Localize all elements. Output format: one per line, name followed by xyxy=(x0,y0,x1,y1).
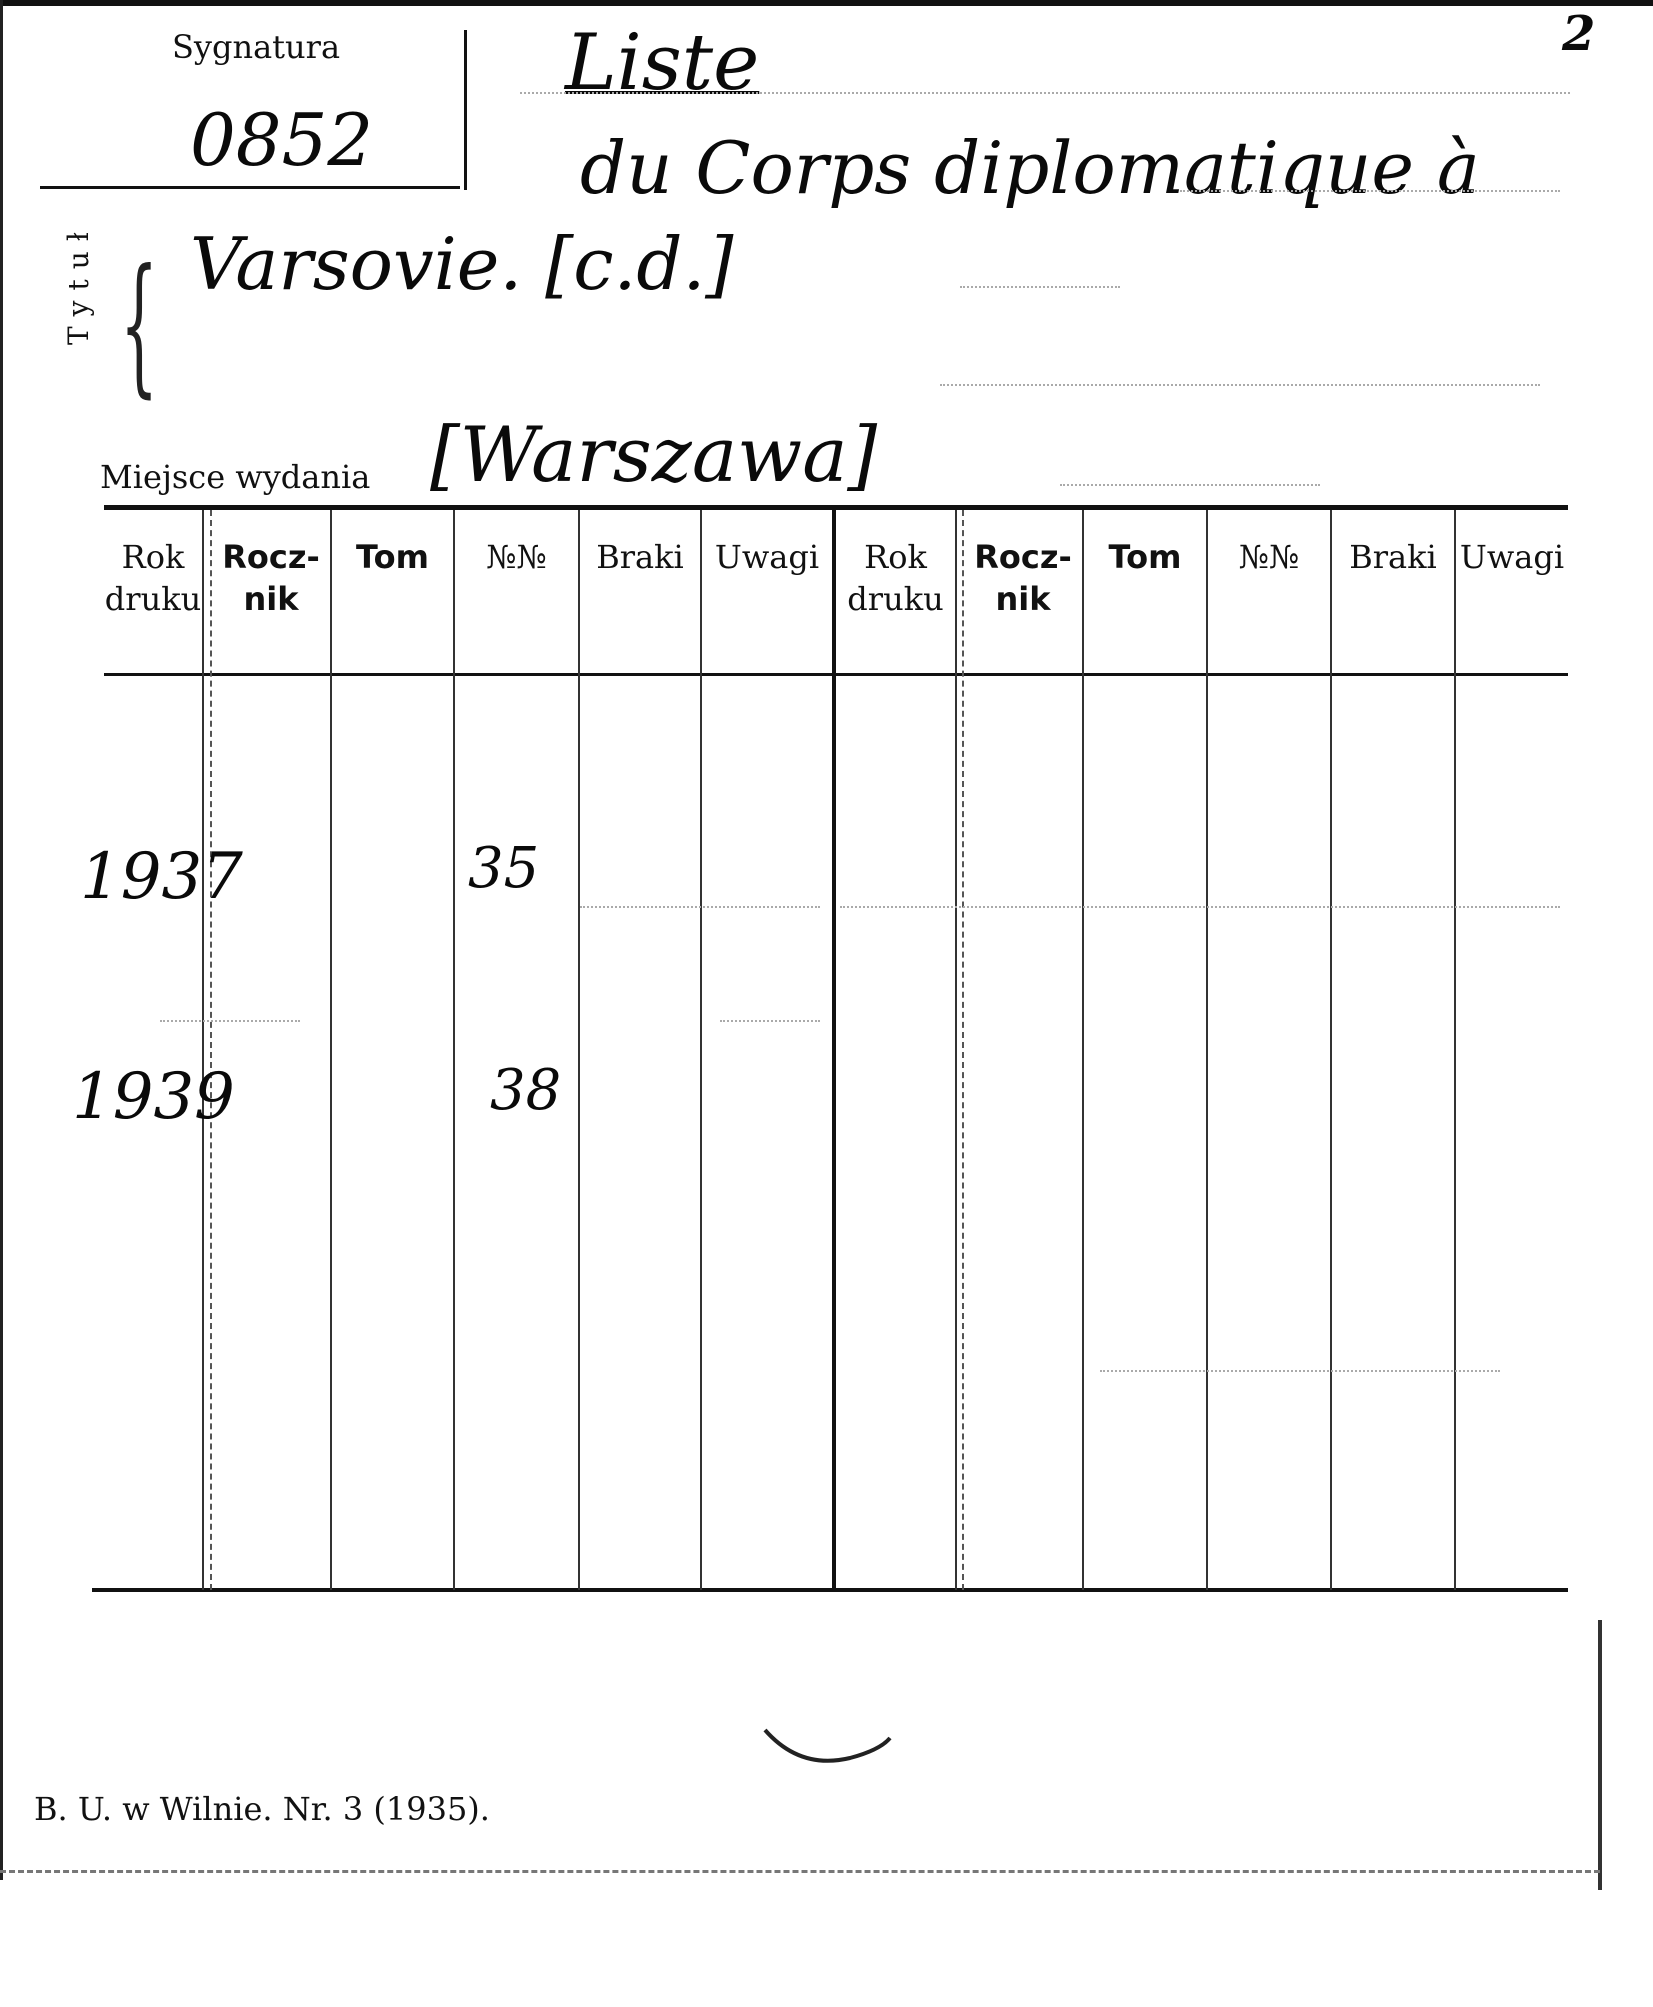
header-rok-druku: Rok druku xyxy=(847,538,944,618)
entry-rok-druku: 1939 xyxy=(72,1060,235,1134)
header-numery: №№ xyxy=(486,538,547,576)
title-line-1: Liste xyxy=(565,18,760,108)
column-rule-dashed xyxy=(210,510,212,1590)
row-guide xyxy=(720,1020,820,1022)
header-rok-druku: Rok druku xyxy=(104,538,202,618)
header-uwagi: Uwagi xyxy=(714,538,820,576)
entry-numery: 38 xyxy=(490,1058,562,1123)
pen-stroke-mark xyxy=(760,1720,900,1780)
header-uwagi: Uwagi xyxy=(1459,538,1565,576)
title-line-3: Varsovie. [c.d.] xyxy=(190,222,734,306)
footer-imprint: B. U. w Wilnie. Nr. 3 (1935). xyxy=(34,1790,490,1828)
column-rule xyxy=(578,510,580,1590)
signature-value: 0852 xyxy=(190,98,374,182)
header-tom: Tom xyxy=(1108,538,1182,576)
guide-line xyxy=(1180,190,1560,192)
title-line-2: du Corps diplomatique à xyxy=(580,126,1480,210)
row-guide xyxy=(840,906,1560,908)
signature-label: Sygnatura xyxy=(172,28,341,66)
column-rule xyxy=(1206,510,1208,1590)
column-rule xyxy=(453,510,455,1590)
table-bottom-rule xyxy=(92,1588,1568,1592)
entry-numery: 35 xyxy=(468,836,540,901)
column-rule xyxy=(1330,510,1332,1590)
guide-line xyxy=(960,286,1120,288)
signature-divider xyxy=(464,30,467,190)
place-label: Miejsce wydania xyxy=(100,458,371,496)
table-center-divider xyxy=(832,510,836,1590)
signature-underline xyxy=(40,186,460,189)
guide-line xyxy=(520,92,1570,94)
header-braki: Braki xyxy=(1349,538,1437,576)
column-rule-dashed xyxy=(962,510,964,1590)
table-header-rule xyxy=(104,673,1568,676)
card-left-edge xyxy=(0,0,3,1880)
title-label: Tytuł xyxy=(62,222,95,345)
guide-line xyxy=(940,384,1540,386)
card-top-edge xyxy=(0,0,1653,6)
header-rocznik: Rocz- nik xyxy=(974,538,1072,618)
column-rule xyxy=(202,510,204,1590)
card-bottom-edge xyxy=(0,1870,1600,1877)
column-rule xyxy=(1082,510,1084,1590)
row-guide xyxy=(580,906,820,908)
card-right-edge xyxy=(1598,1620,1602,1890)
place-value: [Warszawa] xyxy=(430,410,878,499)
column-rule xyxy=(330,510,332,1590)
column-rule xyxy=(1454,510,1456,1590)
column-rule xyxy=(700,510,702,1590)
row-guide xyxy=(160,1020,300,1022)
entry-rok-druku: 1937 xyxy=(80,840,243,914)
header-braki: Braki xyxy=(596,538,684,576)
header-rocznik: Rocz- nik xyxy=(222,538,320,618)
title-brace: { xyxy=(120,238,159,412)
row-guide xyxy=(1100,1370,1500,1372)
page-number: 2 xyxy=(1562,6,1596,62)
header-numery: №№ xyxy=(1238,538,1300,576)
guide-line xyxy=(1060,484,1320,486)
table-top-rule xyxy=(104,505,1568,510)
header-tom: Tom xyxy=(356,538,429,576)
column-rule xyxy=(955,510,957,1590)
